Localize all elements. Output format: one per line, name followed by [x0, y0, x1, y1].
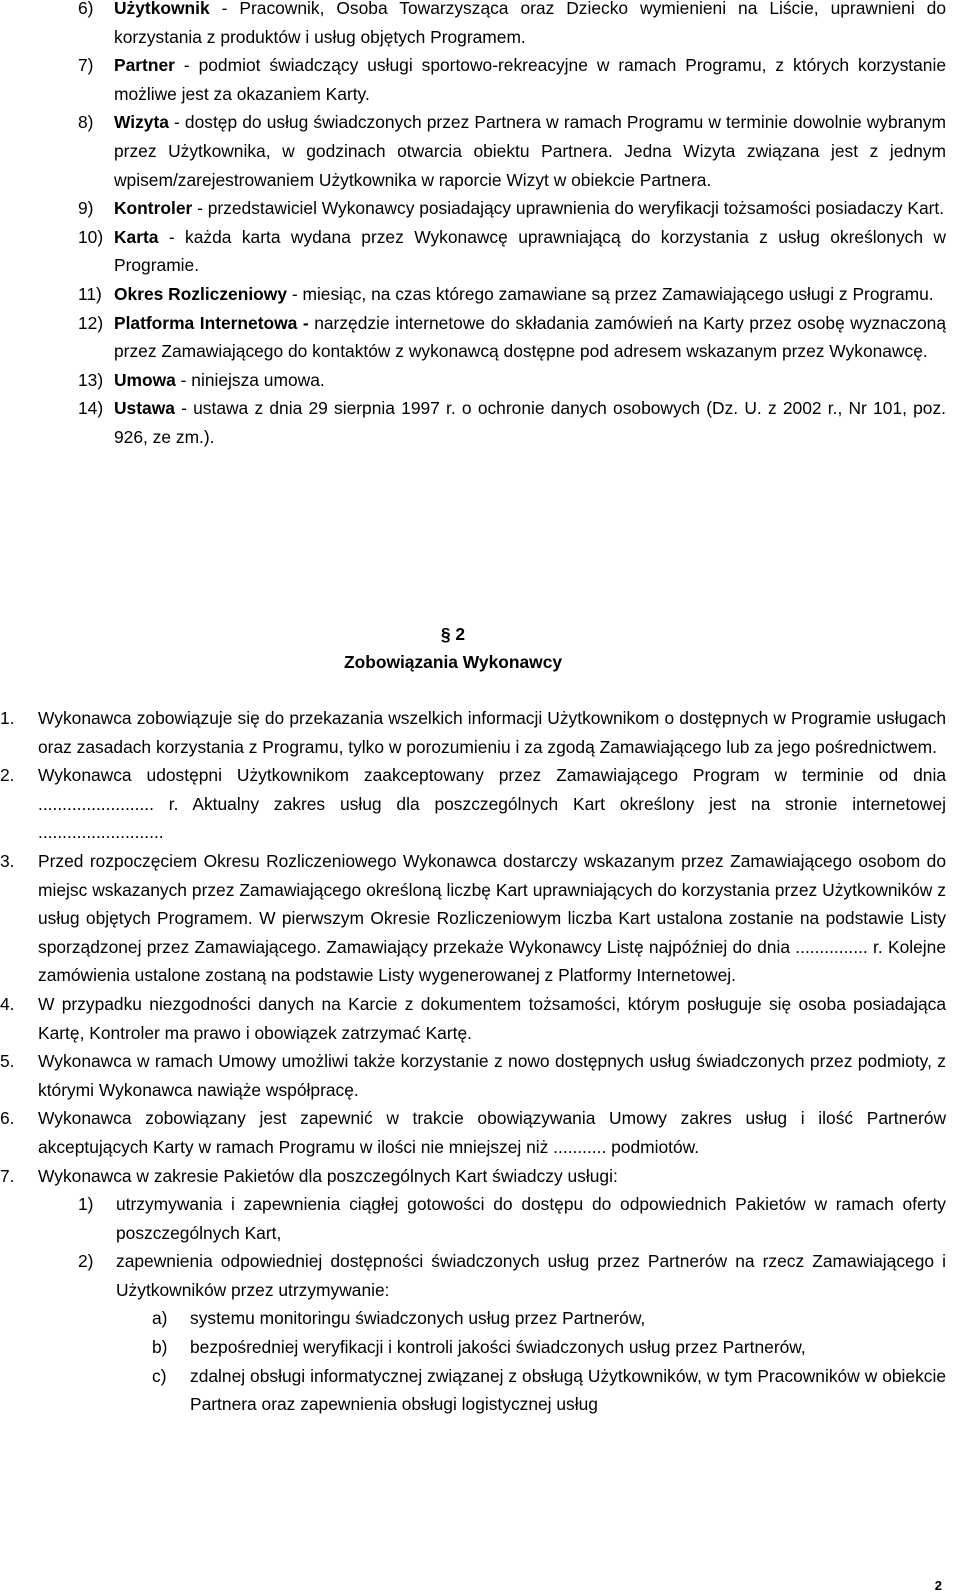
- definition-item: [78, 0, 946, 51]
- definition-number: 6): [78, 0, 94, 18]
- section-title: Zobowiązania Wykonawcy: [343, 652, 563, 672]
- definition-text: - podmiot świadczący usługi sportowo-rekreacyjne w ramach Programu, z których korzystanie możliwe jest za okazaniem Karty.: [114, 55, 946, 104]
- definition-term: Platforma Internetowa -: [114, 312, 309, 333]
- definition-number: 13): [78, 369, 104, 390]
- definition-term: Karta: [114, 226, 159, 247]
- obligation-text: Wykonawca udostępni Użytkownikom zaakceptowany przez Zamawiającego Program w terminie od dnia ........................ r. Aktualny zakres usług dla poszczególnych Kart określony jest na stronie internetowej ..........................: [38, 765, 946, 843]
- obligation-text: Wykonawca zobowiązuje się do przekazania wszelkich informacji Użytkownikom o dostępnych w Programie usługach oraz zasadach korzystania z Programu, tylko w porozumieniu i za zgodą Zamawiającego lub za jego pośrednictwem.: [38, 708, 946, 757]
- definition-text: - niniejsza umowa.: [175, 369, 325, 390]
- sub-sub-item-text: systemu monitoringu świadczonych usług przez Partnerów,: [190, 1308, 646, 1329]
- definition-number: 7): [78, 55, 94, 76]
- page-number: 2: [934, 1578, 942, 1593]
- obligation-number: 3.: [0, 850, 15, 871]
- obligation-text: Wykonawca w zakresie Pakietów dla poszczególnych Kart świadczy usługi:: [38, 1165, 618, 1186]
- sub-item-number: 1): [78, 1194, 94, 1215]
- sub-item-text: zapewnienia odpowiedniej dostępności świadczonych usług przez Partnerów na rzecz Zamawiającego i Użytkowników przez utrzymywanie:: [116, 1251, 946, 1300]
- definition-item: [78, 223, 946, 280]
- section-number-value: 2: [455, 624, 466, 644]
- obligation-number: 7.: [0, 1165, 15, 1186]
- sub-sub-item: [0, 1304, 946, 1333]
- definition-text: narzędzie internetowe do składania zamówień na Karty przez osobę wyznaczoną przez Zamawiającego do kontaktów z wykonawcą dostępne pod adresem wskazanym przez Wykonawcę.: [114, 312, 946, 362]
- sub-sub-item-text: bezpośredniej weryfikacji i kontroli jakości świadczonych usług przez Partnerów,: [190, 1337, 806, 1358]
- definition-number: 8): [78, 112, 94, 133]
- sub-sub-item: [0, 1333, 946, 1362]
- sub-item-text: utrzymywania i zapewnienia ciągłej gotowości do dostępu do odpowiednich Pakietów w ramach oferty poszczególnych Kart,: [116, 1194, 946, 1243]
- obligation-text: Przed rozpoczęciem Okresu Rozliczeniowego Wykonawca dostarczy wskazanym przez Zamawiającego osobom do miejsc wskazanych przez Zamawiającego określoną liczbę Kart uprawniających do korzystania przez Użytkowników z usług objętych Programem. W pierwszym Okresie Rozliczeniowym liczba Kart ustalona zostanie na podstawie Listy sporządzonej przez Zamawiającego. Zamawiający przekaże Wykonawcy Listę najpóźniej do dnia ............... r. Kolejne zamówienia ustalone zostaną na podstawie Listy wygenerowanej z Platformy Internetowej.: [38, 850, 946, 986]
- sub-sub-item-number: a): [152, 1308, 168, 1329]
- sub-item: [0, 1190, 946, 1247]
- definition-number: 9): [78, 198, 94, 219]
- definition-item: [78, 394, 946, 451]
- obligation-text: Wykonawca w ramach Umowy umożliwi także korzystanie z nowo dostępnych usług świadczonych przez podmioty, z którymi Wykonawca nawiąże współpracę.: [38, 1051, 946, 1100]
- obligation-text: W przypadku niezgodności danych na Karcie z dokumentem tożsamości, którym posługuje się osoba posiadająca Kartę, Kontroler ma prawo i obowiązek zatrzymać Kartę.: [38, 993, 946, 1043]
- definition-item: [78, 309, 946, 366]
- definition-text: - Pracownik, Osoba Towarzysząca oraz Dziecko wymienieni na Liście, uprawnieni do korzystania z produktów i usług objętych Programem.: [114, 0, 946, 47]
- obligation-item: [0, 761, 946, 847]
- sub-item: [0, 1247, 946, 1304]
- definition-item: [78, 108, 946, 194]
- definition-text: - przedstawiciel Wykonawcy posiadający uprawnienia do weryfikacji tożsamości posiadaczy Kart.: [192, 198, 945, 219]
- definition-number: 11): [78, 283, 102, 304]
- definition-number: 10): [78, 226, 104, 247]
- definition-term: Umowa: [114, 369, 176, 390]
- section-heading: [0, 620, 906, 676]
- obligation-number: 1.: [0, 708, 15, 728]
- sub-item-number: 2): [78, 1251, 94, 1272]
- obligation-item: [0, 1104, 946, 1161]
- definition-item: [78, 194, 946, 223]
- definition-text: - ustawa z dnia 29 sierpnia 1997 r. o ochronie danych osobowych (Dz. U. z 2002 r., Nr 101, poz. 926, ze zm.).: [114, 398, 946, 447]
- definition-term: Partner: [114, 55, 175, 76]
- definition-item: [78, 280, 946, 309]
- definition-term: Ustawa: [114, 398, 175, 419]
- obligation-item: [0, 1162, 946, 1191]
- obligation-item: [0, 990, 946, 1047]
- definition-number: 14): [78, 398, 104, 419]
- section-number: § 2: [440, 624, 466, 644]
- obligation-text: Wykonawca zobowiązany jest zapewnić w trakcie obowiązywania Umowy zakres usług i ilość Partnerów akceptujących Karty w ramach Programu w ilości nie mniejszej niż ........... podmiotów.: [38, 1108, 946, 1157]
- definition-term: Kontroler: [114, 198, 193, 219]
- definition-item: [78, 51, 946, 108]
- definition-text: - dostęp do usług świadczonych przez Partnera w ramach Programu w terminie dowolnie wybranym przez Użytkownika, w godzinach otwarcia obiektu Partnera. Jedna Wizyta związana jest z jednym wpisem/zarejestrowaniem Użytkownika w raporcie Wizyt w obiekcie Partnera.: [114, 112, 946, 190]
- definitions-list: [78, 0, 946, 452]
- definition-term: Wizyta: [114, 112, 169, 133]
- definition-text: - miesiąc, na czas którego zamawiane są przez Zamawiającego usługi z Programu.: [287, 283, 934, 304]
- definition-term: Okres Rozliczeniowy: [114, 283, 287, 304]
- definition-text: - każda karta wydana przez Wykonawcę uprawniającą do korzystania z usług określonych w Programie.: [114, 226, 946, 276]
- definition-number: 12): [78, 312, 104, 333]
- obligation-item: [0, 704, 946, 761]
- sub-sub-item-number: c): [152, 1365, 167, 1386]
- obligation-item: [0, 847, 946, 990]
- definition-item: [78, 366, 946, 395]
- obligations-list: [0, 704, 946, 1419]
- obligation-item: [0, 1047, 946, 1104]
- obligation-number: 4.: [0, 993, 15, 1014]
- obligation-number: 5.: [0, 1051, 15, 1072]
- sub-sub-item-number: b): [152, 1337, 168, 1358]
- sub-sub-item: [0, 1362, 946, 1419]
- sub-sub-item-text: zdalnej obsługi informatycznej związanej z obsługą Użytkowników, w tym Pracowników w obiekcie Partnera oraz zapewnienia obsługi logistycznej usług: [190, 1365, 946, 1415]
- obligation-number: 2.: [0, 765, 15, 786]
- obligation-number: 6.: [0, 1108, 15, 1129]
- definition-term: Użytkownik: [114, 0, 210, 18]
